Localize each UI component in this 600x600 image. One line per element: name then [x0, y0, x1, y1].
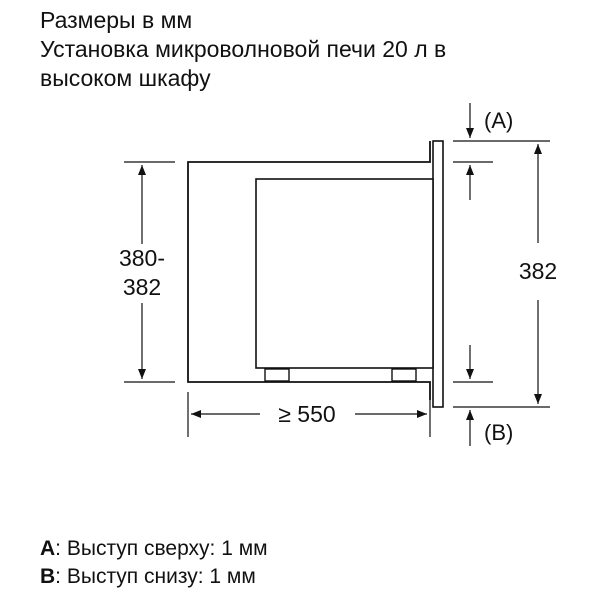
- protrusion-b-label: (B): [484, 420, 514, 445]
- units-caption: Размеры в мм: [40, 7, 193, 33]
- microwave-front-panel: [433, 141, 443, 407]
- legend-item-a: [40, 535, 268, 563]
- legend-text-b: : Выступ снизу: 1 мм: [55, 565, 256, 588]
- microwave-body: [256, 179, 433, 368]
- microwave-foot-left: [265, 369, 289, 381]
- niche-depth-label: ≥ 550: [278, 401, 336, 427]
- niche-height-label-top: 380-: [118, 245, 166, 271]
- niche-height-label-bottom: 382: [122, 274, 162, 300]
- legend: [40, 535, 268, 591]
- niche-height-dimension: [124, 162, 175, 382]
- installation-title-line1: Установка микроволновой печи 20 л в: [40, 36, 447, 62]
- installation-title-line2: высоком шкафу: [40, 65, 211, 91]
- legend-key-a: A: [40, 537, 56, 560]
- cutout-height-label: 382: [518, 258, 558, 284]
- microwave-foot-right: [392, 369, 416, 381]
- legend-item-b: [40, 563, 268, 591]
- protrusion-a-label: (A): [484, 108, 514, 133]
- legend-key-b: B: [40, 565, 56, 588]
- legend-text-a: : Выступ сверху: 1 мм: [55, 537, 268, 560]
